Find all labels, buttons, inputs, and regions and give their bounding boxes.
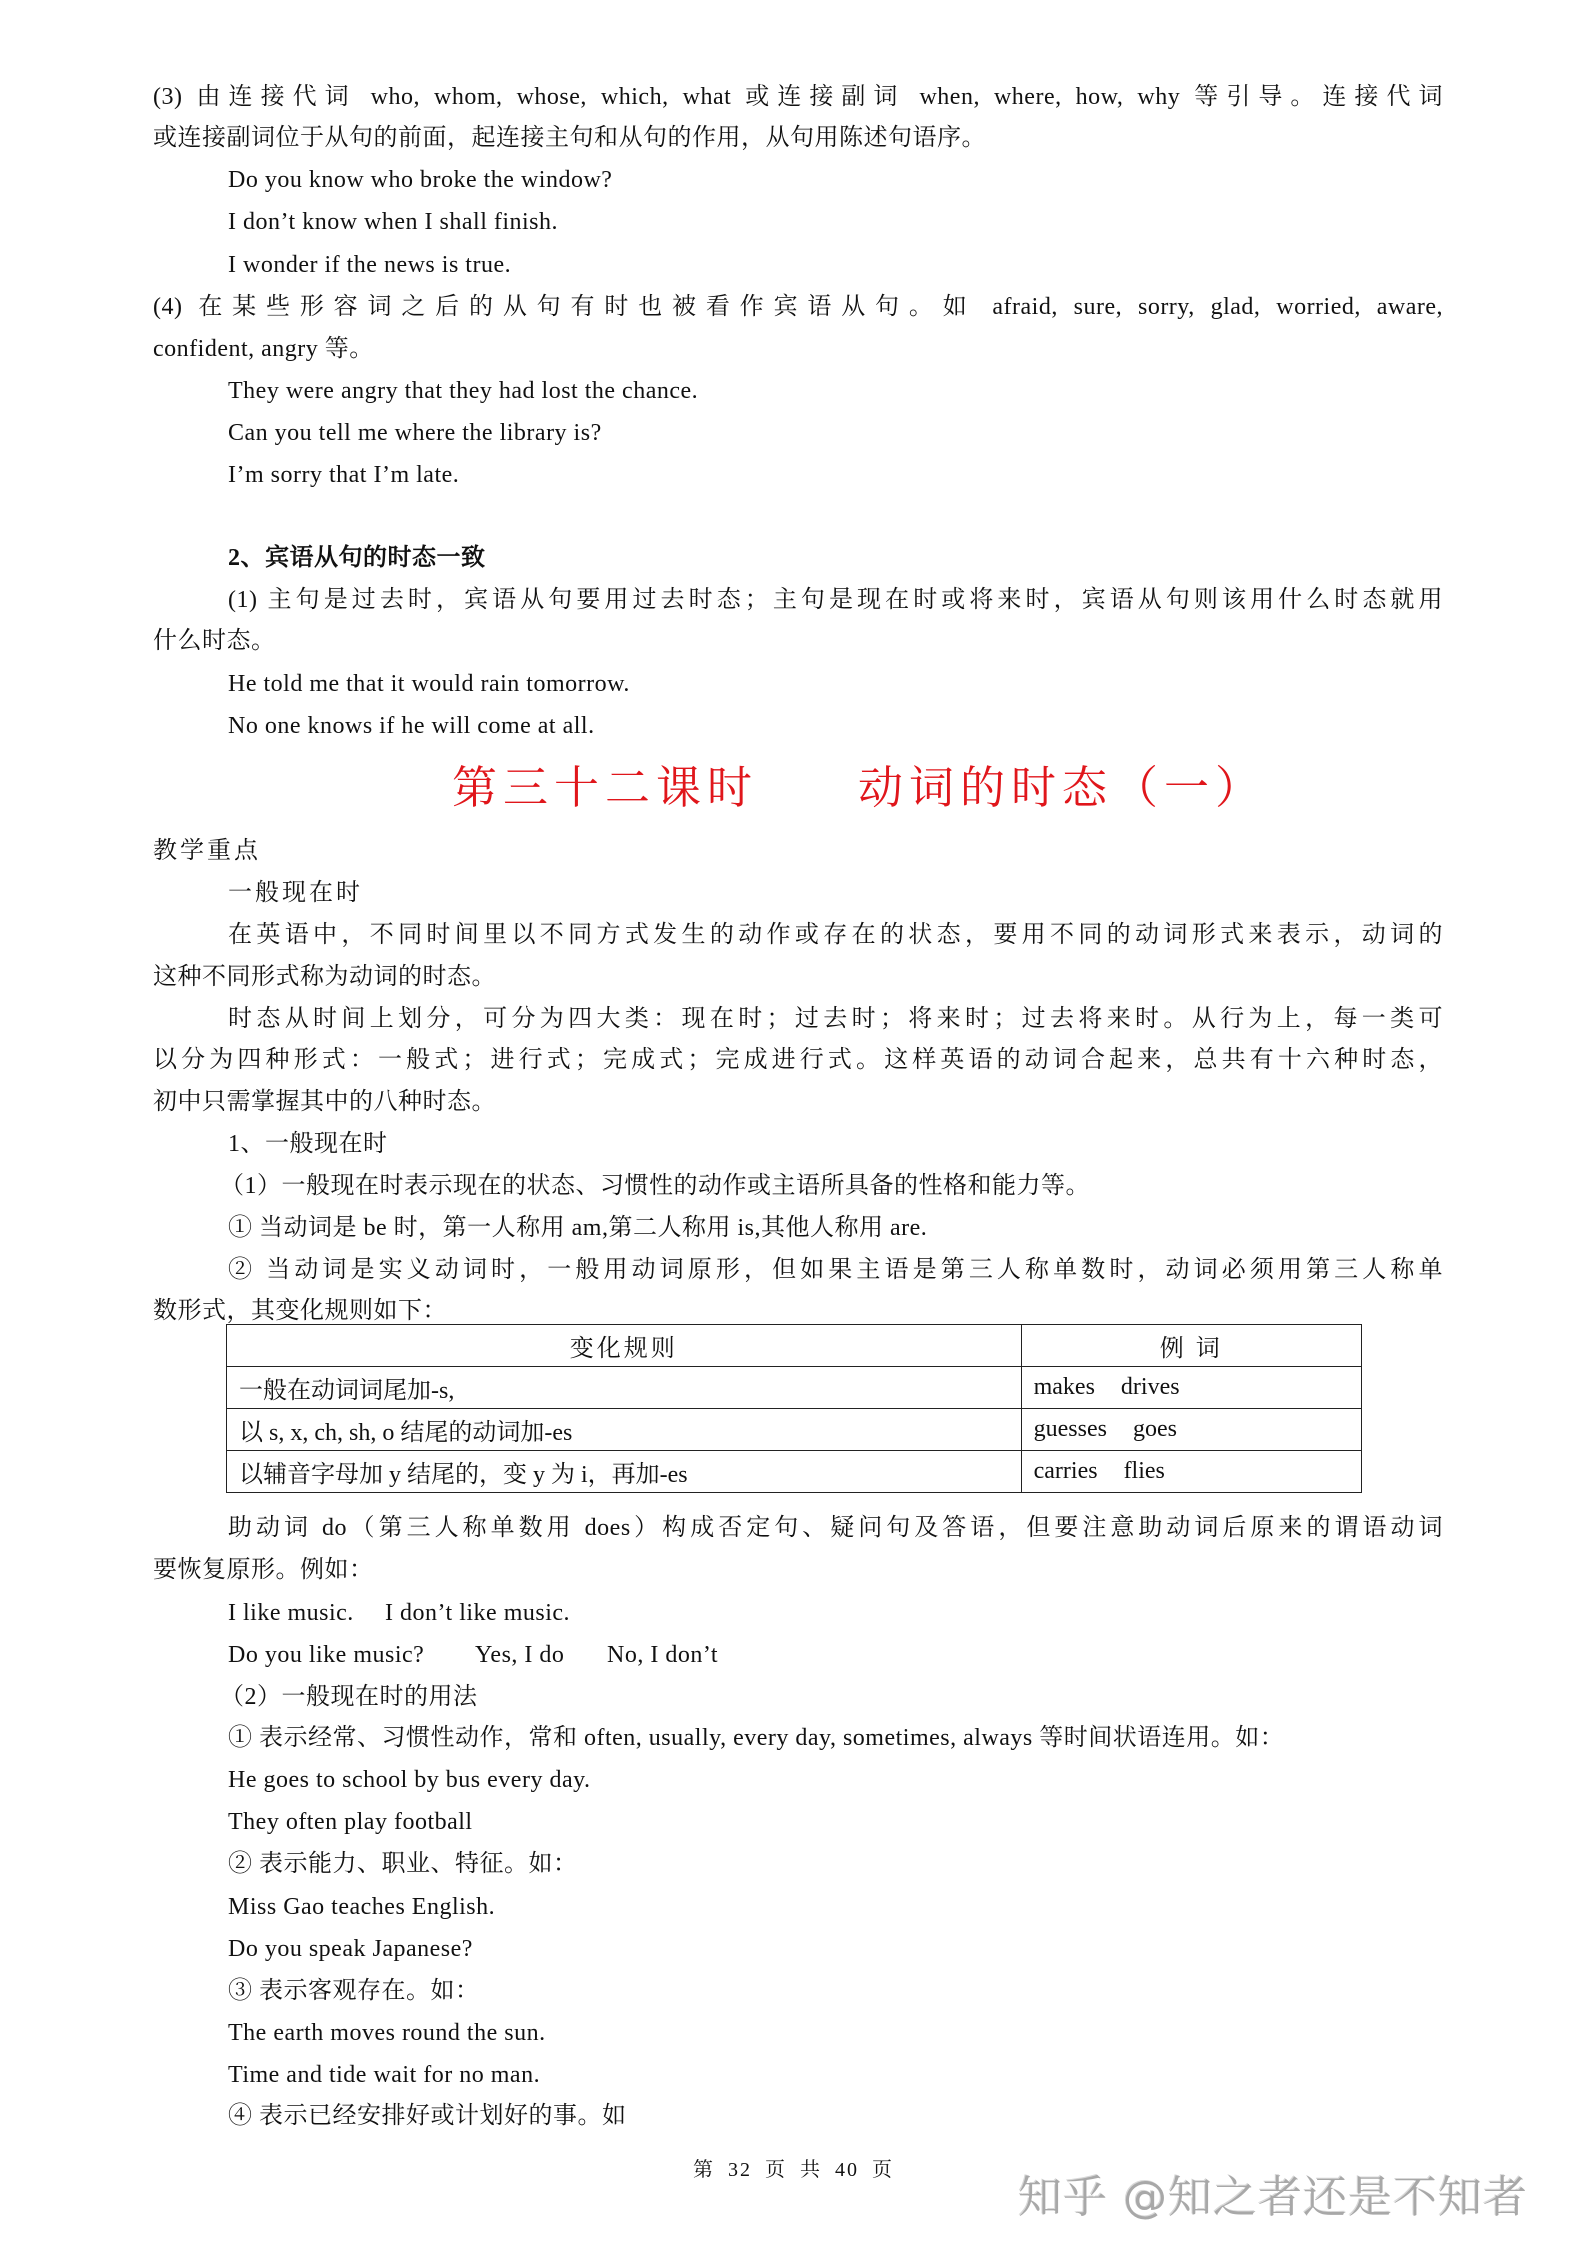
subtitle: 一般现在时: [228, 880, 363, 906]
example-word: drives: [1120, 1374, 1180, 1400]
paragraph-item4-line2: confident, angry 等。: [153, 336, 374, 362]
point1-circled-2-line2: 数形式，其变化规则如下：: [153, 1298, 447, 1324]
table-row: [227, 1409, 1362, 1451]
rule-cell: 一般在动词词尾加-s,: [227, 1367, 1022, 1409]
conjugation-rules-table: [226, 1324, 1362, 1493]
example-sentence: He told me that it would rain tomorrow.: [228, 671, 630, 697]
page-number: 第 32 页 共 40 页: [693, 2159, 894, 2181]
examples-cell: [1021, 1409, 1361, 1451]
example-sentence: Time and tide wait for no man.: [228, 2062, 541, 2088]
paragraph-item4-line1: (4) 在某些形容词之后的从句有时也被看作宾语从句。如 afraid, sure, sorry, glad, worried, aware,: [153, 294, 1443, 320]
paragraph-item3-line2: 或连接副词位于从句的前面，起连接主句和从句的作用，从句用陈述句语序。: [153, 125, 986, 151]
paragraph-section2-line1: (1) 主句是过去时，宾语从句要用过去时态；主句是现在时或将来时，宾语从句则该用什么时态就用: [228, 587, 1443, 613]
point1-heading: 1、一般现在时: [228, 1131, 388, 1157]
point1-circled-2-line1: ② 当动词是实义动词时，一般用动词原形，但如果主语是第三人称单数时，动词必须用第三人称单: [228, 1257, 1443, 1283]
usage-1: ① 表示经常、习惯性动作，常和 often, usually, every day, sometimes, always 等时间状语连用。如：: [228, 1725, 1285, 1751]
example-sentence: Do you know who broke the window?: [228, 167, 613, 193]
example-word: guesses: [1033, 1416, 1107, 1442]
usage-3: ③ 表示客观存在。如：: [228, 1978, 480, 2004]
column-header-rule: 变化规则: [227, 1325, 1022, 1367]
examples-cell: [1021, 1451, 1361, 1493]
example-answer: Yes, I do: [475, 1642, 565, 1668]
aux-verb-line1: 助动词 do（第三人称单数用 does）构成否定句、疑问句及答语，但要注意助动词后原来的谓语动词: [228, 1515, 1443, 1541]
example-sentence: I don’t know when I shall finish.: [228, 209, 559, 235]
paragraph-classes-line1: 时态从时间上划分，可分为四大类：现在时；过去时；将来时；过去将来时。从行为上，每一类可: [228, 1006, 1443, 1032]
example-sentence: They often play football: [228, 1809, 473, 1835]
point1-sub1: （1）一般现在时表示现在的状态、习惯性的动作或主语所具备的性格和能力等。: [220, 1173, 1090, 1199]
example-sentence: Miss Gao teaches English.: [228, 1894, 496, 1920]
table-row: [227, 1367, 1362, 1409]
section-heading: 2、宾语从句的时态一致: [228, 545, 486, 571]
zhihu-watermark: 知乎 @知之者还是不知者: [1018, 2172, 1528, 2223]
table-header-row: [227, 1325, 1362, 1367]
example-sentence: He goes to school by bus every day.: [228, 1767, 591, 1793]
usage-4: ④ 表示已经安排好或计划好的事。如: [228, 2103, 627, 2129]
example-sentence: No one knows if he will come at all.: [228, 713, 595, 739]
paragraph-section2-line2: 什么时态。: [153, 628, 276, 654]
example-word: flies: [1123, 1458, 1165, 1484]
paragraph-item3-line1: (3) 由连接代词 who, whom, whose, which, what 或连接副词 when, where, how, why 等引导。连接代词: [153, 84, 1443, 110]
column-header-examples: 例 词: [1021, 1325, 1361, 1367]
example-sentence: The earth moves round the sun.: [228, 2020, 546, 2046]
example-sentence: I’m sorry that I’m late.: [228, 462, 460, 488]
lesson-number: 第三十二课时: [452, 761, 759, 814]
point1-circled-1: ① 当动词是 be 时，第一人称用 am,第二人称用 is,其他人称用 are.: [228, 1215, 928, 1241]
rule-cell: 以 s, x, ch, sh, o 结尾的动词加-es: [227, 1409, 1022, 1451]
example-sentence: I don’t like music.: [385, 1600, 571, 1626]
lesson-title: [452, 760, 1266, 816]
example-word: goes: [1132, 1416, 1177, 1442]
example-sentence: They were angry that they had lost the chance.: [228, 378, 699, 404]
example-answer: No, I don’t: [607, 1642, 719, 1668]
example-sentence: I like music.: [228, 1600, 354, 1626]
example-word: makes: [1033, 1374, 1095, 1400]
lesson-topic: 动词的时态（一）: [858, 761, 1267, 814]
paragraph-intro-line2: 这种不同形式称为动词的时态。: [153, 964, 496, 990]
key-points-label: 教学重点: [153, 838, 261, 864]
example-sentence: I wonder if the news is true.: [228, 252, 512, 278]
example-word: carries: [1033, 1458, 1098, 1484]
table-row: [227, 1451, 1362, 1493]
rule-cell: 以辅音字母加 y 结尾的，变 y 为 i，再加-es: [227, 1451, 1022, 1493]
paragraph-classes-line3: 初中只需掌握其中的八种时态。: [153, 1089, 496, 1115]
usage-2: ② 表示能力、职业、特征。如：: [228, 1851, 578, 1877]
point1-sub2: （2）一般现在时的用法: [220, 1684, 478, 1710]
paragraph-classes-line2: 以分为四种形式：一般式；进行式；完成式；完成进行式。这样英语的动词合起来，总共有十六种时态，: [153, 1047, 1443, 1073]
example-sentence: Can you tell me where the library is?: [228, 420, 602, 446]
paragraph-intro-line1: 在英语中，不同时间里以不同方式发生的动作或存在的状态，要用不同的动词形式来表示，动词的: [228, 922, 1443, 948]
examples-cell: [1021, 1367, 1361, 1409]
aux-verb-line2: 要恢复原形。例如：: [153, 1557, 374, 1583]
example-sentence: Do you speak Japanese?: [228, 1936, 473, 1962]
example-sentence: Do you like music?: [228, 1642, 425, 1668]
